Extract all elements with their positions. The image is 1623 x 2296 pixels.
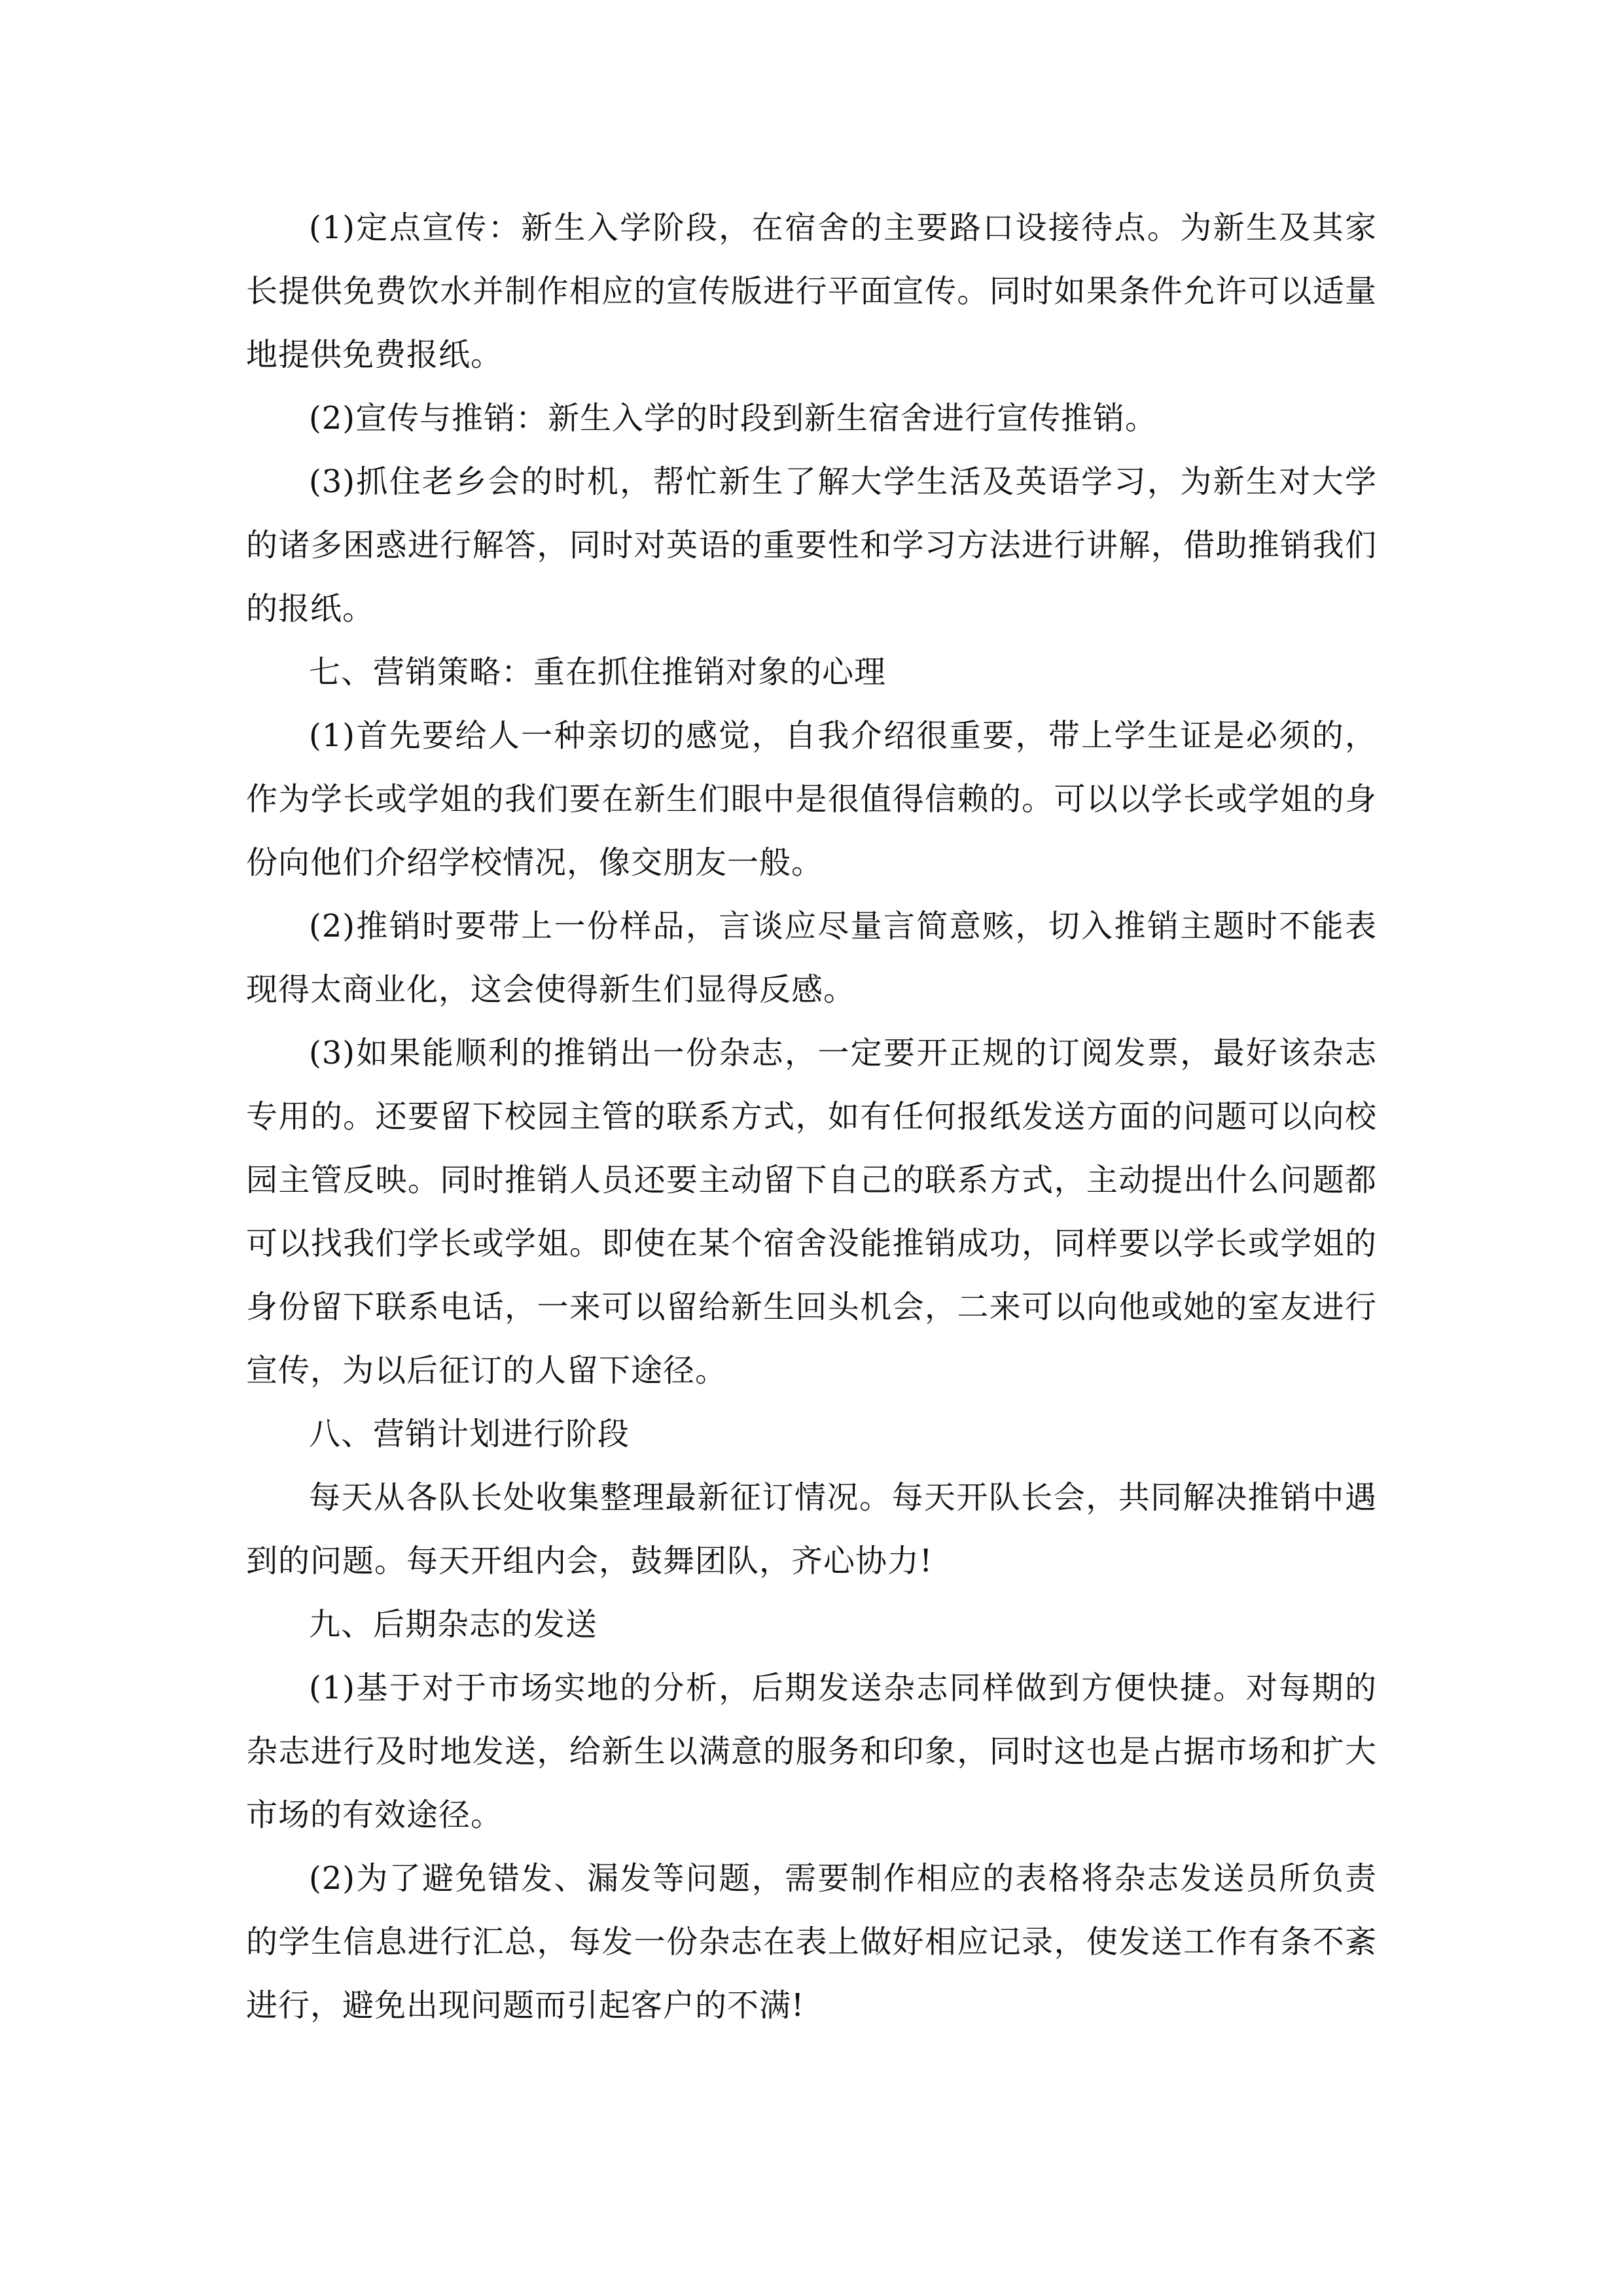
paragraph-fixed-point-promotion: (1)定点宣传：新生入学阶段，在宿舍的主要路口设接待点。为新生及其家长提供免费饮水并制作相应的宣传版进行平面宣传。同时如果条件允许可以适量地提供免费报纸。	[246, 209, 1377, 373]
paragraph-delivery-efficiency: (1)基于对于市场实地的分析，后期发送杂志同样做到方便快捷。对每期的杂志进行及时地发送，给新生以满意的服务和印象，同时这也是占据市场和扩大市场的有效途径。	[246, 1670, 1377, 1833]
paragraph-promotion-and-sales: (2)宣传与推销：新生入学的时段到新生宿舍进行宣传推销。	[309, 400, 1157, 437]
paragraph-invoice-and-contact: (3)如果能顺利的推销出一份杂志，一定要开正规的订阅发票，最好该杂志专用的。还要留下校园主管的联系方式，如有任何报纸发送方面的问题可以向校园主管反映。同时推销人员还要主动留下自己的联系方式，主动提出什么问题都可以找我们学长或学姐。即使在某个宿舍没能推销成功，同样要以学长或学姐的身份留下联系电话，一来可以留给新生回头机会，二来可以向他或她的室友进行宣传，为以后征订的人留下途径。	[246, 1035, 1377, 1389]
paragraph-delivery-records: (2)为了避免错发、漏发等问题，需要制作相应的表格将杂志发送员所负责的学生信息进行汇总，每发一份杂志在表上做好相应记录，使发送工作有条不紊进行，避免出现问题而引起客户的不满!	[246, 1860, 1377, 2024]
section-heading-plan-stage: 八、营销计划进行阶段	[309, 1416, 630, 1452]
paragraph-friendly-introduction: (1)首先要给人一种亲切的感觉，自我介绍很重要，带上学生证是必须的，作为学长或学姐的我们要在新生们眼中是很值得信赖的。可以以学长或学姐的身份向他们介绍学校情况，像交朋友一般。	[246, 717, 1377, 881]
section-heading-marketing-strategy: 七、营销策略：重在抓住推销对象的心理	[309, 654, 887, 691]
paragraph-bring-sample: (2)推销时要带上一份样品，言谈应尽量言简意赅，切入推销主题时不能表现得太商业化，这会使得新生们显得反感。	[246, 908, 1377, 1008]
paragraph-hometown-meeting: (3)抓住老乡会的时机，帮忙新生了解大学生活及英语学习，为新生对大学的诸多困惑进行解答，同时对英语的重要性和学习方法进行讲解，借助推销我们的报纸。	[246, 463, 1377, 627]
document-body	[246, 196, 1377, 2037]
paragraph-daily-meetings: 每天从各队长处收集整理最新征订情况。每天开队长会，共同解决推销中遇到的问题。每天开组内会，鼓舞团队，齐心协力!	[246, 1479, 1377, 1579]
section-heading-magazine-delivery: 九、后期杂志的发送	[309, 1606, 598, 1643]
